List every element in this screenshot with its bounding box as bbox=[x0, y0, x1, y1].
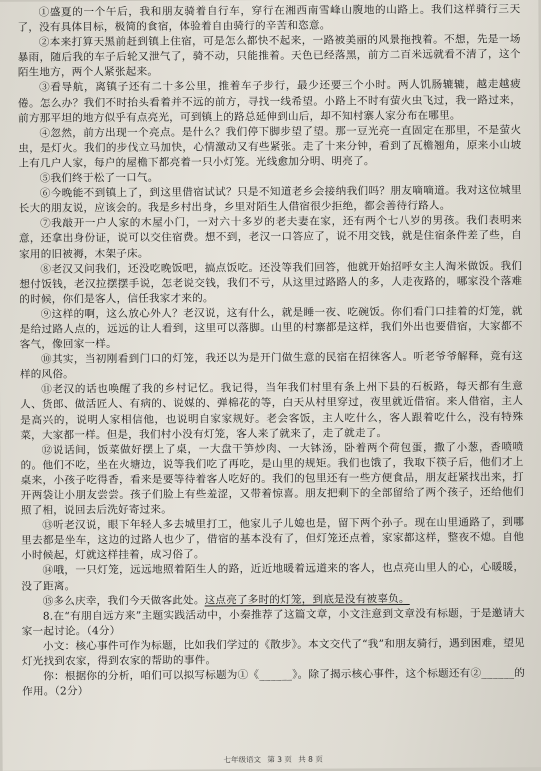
paragraph-2: ②本来打算天黑前赶到镇上住宿，可是怎么都快不起来，一路被美丽的风景拖拽着。不想，先是一场暴雨，随后我的车子后轮又泄气了，骑不动，只能推着。天色已经落黑，前方二百米远就看不清了，这个陌生地方，两个人紧张起来。 bbox=[17, 33, 521, 80]
answer-you: 你：根据你的分析，咱们可以拟写标题为①《______》。除了揭示核心事件，这个标题还有②______的作用。（2分） bbox=[22, 667, 526, 698]
paragraph-13: ⑬听老汉说，眼下年轻人多去城里打工，他家儿子儿媳也是，留下两个孙子。现在山里通路了，到哪里去都是坐车，这边的过路人也少了，借宿的基本没有了，但灯笼还点着，家家都这样，整夜不熄。自他小时候起，灯就这样挂着，成习俗了。 bbox=[21, 516, 525, 563]
paragraph-9: ⑨这样的啊，这么放心外人？老汉说，这有什么，就是睡一夜、吃碗饭。你们看门口挂着的灯笼，就是给过路人点的，远远的让人看到，这里可以落脚。山里的村寨都是这样，我们外出也要借宿，大家都不客气，像回家一样。 bbox=[19, 305, 523, 351]
paragraph-4: ④忽然，前方出现一个亮点。是什么？我们停下脚步望了望。那一豆光亮一直固定在那里，不是萤火虫，是灯火。我们的步伐立马加快，心情激动又有些紧张。走了十来分钟，看到了瓦檐翘角，原来小山坡上有几户人家，每户的屋檐下都亮着一只小灯笼。光线愈加分明、明亮了。 bbox=[18, 123, 522, 170]
answer-xiaowen: 小文：核心事件可作为标题，比如我们学过的《散步》。本文交代了“我”和朋友骑行，遇到困难，望见灯光找到农家，得到农家的帮助的事件。 bbox=[21, 637, 525, 668]
footer-subject: 七年级语文 bbox=[223, 755, 261, 765]
paragraph-8: ⑧老汉又问我们，还没吃晚饭吧，搞点饭吃。还没等我们回答，他就开始招呼女主人淘米做饭。我们想付饭钱，老汉拉摆摆手说，怎老说交钱，我们不亏，从这里过路路人的多，人走夜路的，哪家没个落难的时候，你们是客人，信任我家才来的。 bbox=[19, 259, 523, 306]
paragraph-5: ⑤我们终于松了一口气。 bbox=[39, 171, 159, 185]
paragraph-11: ⑪老汉的话也唤醒了我的乡村记忆。我记得，当年我们村里有条上州下县的石板路，每天都有生意人、货郎、做活匠人、有病的、说媒的、弹棉花的等，白天从村里穿过，夜里就近借宿。来人借宿，主人是高兴的，说明人家相信他，也说明自家家规好。老会客饭，主人吃什么，客人跟着吃什么，没有特殊菜，大家都一样。但是，我们村小没有灯笼，客人来了就来了，走了就走了。 bbox=[20, 380, 524, 442]
page-footer bbox=[3, 752, 541, 767]
paragraph-7: ⑦我敲开一户人家的木屋小门，一对六十多岁的老夫妻在家，还有两个七八岁的男孩。我们表明来意，还拿出身份证，说可以交住宿费。想不到，老汉一口答应了，说不用交钱，就是住宿条件差了些，自家用的旧被褥，木架子床。 bbox=[18, 214, 523, 261]
question-8: 8.在“有朋自远方来”主题实践活动中，小秦推荐了这篇文章，小文注意到文章没有标题，于是邀请大家一起讨论。（4分） bbox=[21, 606, 525, 638]
underlined-sentence: 这点亮了多时的灯笼，到底是没有被辜负。 bbox=[204, 592, 410, 607]
paragraph-6: ⑥今晚能不到镇上了，到这里借宿试试？只是不知道老乡会接纳我们吗？朋友嘀嘀道。我对这位城里长大的朋友说，应该会的。我是乡村出身，乡里对陌生人借宿很少拒绝，都会善待行路人。 bbox=[18, 184, 522, 215]
paragraph-10: ⑩其实，当初刚看到门口的灯笼，我还以为是开门做生意的民宿在招徕客人。听老爷爷解释，竟有这样的风俗。 bbox=[19, 350, 523, 381]
paragraph-3: ③看导航，离镇子还有二十多公里，推着车子步行，最少还要三个小时。两人饥肠辘辘，越走越疲倦。怎么办？我们不时抬头看着并不远的前方，寻找一线希望。小路上不时有萤火虫飞过，我一路过来，前方那平坦的地方似乎有点亮光，可到镇上的路总延伸到山后，却不知村寨人家分布在哪里。 bbox=[17, 78, 522, 125]
paragraph-14: ⑭哦，一只灯笼，远远地照着陌生人的路，近近地暖着远道来的客人，也点亮山里人的心，心暖暖，没了距离。 bbox=[21, 561, 525, 593]
footer-total: 共 8 页 bbox=[298, 754, 323, 764]
paragraph-15-text: ⑮多么庆幸，我们今天做客此处。这点亮了多时的灯笼，到底是没有被辜负。 bbox=[42, 592, 410, 608]
footer-page: 第 3 页 bbox=[267, 754, 292, 765]
paragraph-12: ⑫说话间，饭菜做好摆上了桌，一大盘干笋炒肉、一大钵汤，卧着两个荷包蛋，撒了小葱，香喷喷的。他们不吃，坐在火塘边，说等我们吃了再吃，是山里的规矩。我们也饿了，我取下筷子后，他们才上桌来，小孩子吃得香，看来是要等待着客人吃好的。我们的包里还有一些方便食品，朋友赶紧找出来，打开两袋让小朋友尝尝。孩子们脸上有些羞涩，又带着惊喜。朋友把剩下的全部留给了两个孩子，还给他们照了相，说回去后洗好寄过来。 bbox=[20, 440, 524, 517]
paragraph-1: ①盛夏的一个午后，我和朋友骑着自行车，穿行在湘西南雪峰山腹地的山路上。我们这样骑行三天了，没有具体目标，极简的食宿，体验着自由骑行的辛苦和恣意。 bbox=[17, 3, 521, 34]
